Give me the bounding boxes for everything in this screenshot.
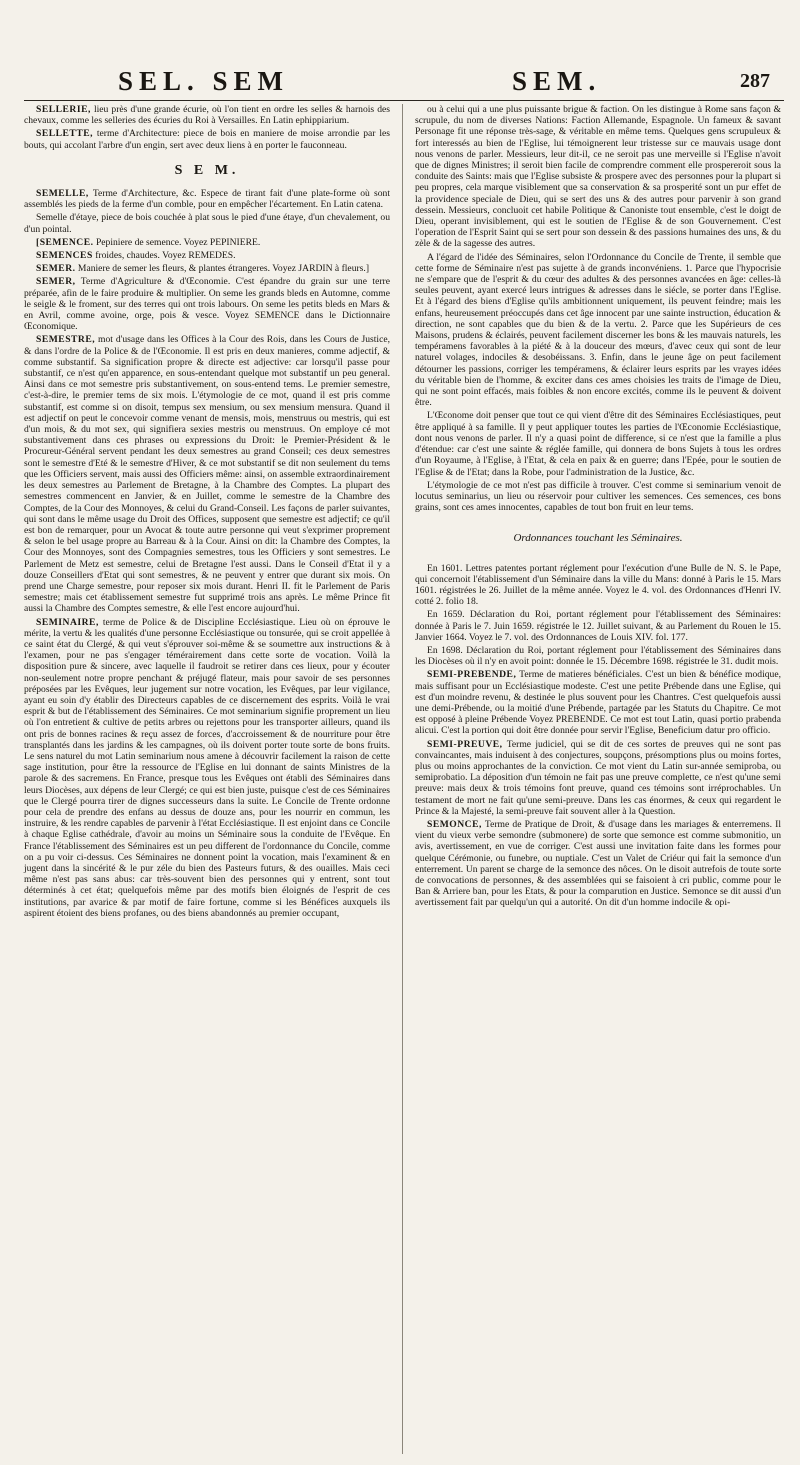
- dictionary-entry: [24, 104, 390, 126]
- dictionary-entry: [415, 609, 781, 643]
- section-title: S E M.: [174, 162, 240, 178]
- entry-text: Semelle d'étaye, piece de bois couchée à plat sous le pied d'une étaye, d'un chevalement, ou d'un pointal.: [24, 212, 390, 235]
- dictionary-entry: [24, 276, 390, 332]
- dictionary-entry: [24, 212, 390, 234]
- entry-text: froides, chaudes. Voyez REMEDES.: [95, 250, 236, 262]
- dictionary-entry: [415, 645, 781, 667]
- section-subtitle: Ordonnances touchant les Séminaires.: [513, 532, 683, 545]
- dictionary-entry: [415, 819, 781, 909]
- dictionary-entry: [24, 617, 390, 919]
- left-column: [24, 104, 390, 921]
- page-number: 287: [740, 70, 770, 92]
- entry-headword: SEMER,: [36, 276, 76, 288]
- header-rule: [24, 100, 784, 101]
- running-head-left: SEL. SEM: [118, 66, 290, 96]
- dictionary-entry: [24, 237, 390, 248]
- entry-text: En 1698. Déclaration du Roi, portant réglement pour l'établissement des Séminaires dans les Diocèses où il n'y en avoit point: donnée le 15. Décembre 1698. régistrée le 31. dudit mois.: [415, 644, 781, 668]
- entry-text: ou à celui qui a une plus puissante brigue & faction. On les distingue à Rome sans façon & scrupule, du nom de diverses Nations: Faction Allemande, Espagnole. Un fameux & savant Personage fit une réponse très-sage, & véritable en même tems. Quelques gens scrupuleux & fort interessés au bien de l'Eglise, lui témoignerent leur tristesse sur ce mauvais usage dont nous venons de parler. Messieurs, leur dit-il, ce ne seroit pas une merveille si l'Eglise n'avoit que de dignes Ministres; il seroit bien facile de comprendre comment elle prospereroit sous la conduite des Saints: mais que l'Eglise subsiste & prospere avec des personnes pour la plupart si peu propres, cela marque visiblement que sa conservation & sa prosperité sont un pur effet de la providence speciale de Dieu, qui se sert des uns & des autres pour parvenir à son grand dessein. Messieurs, concluoit cet habile Politique & Canoniste tout ensemble, c'est le doigt de Dieu, operant invisiblement, qui est le soutien de l'Eglise & de son Gouvernement. C'est l'operation de l'Esprit Saint qui se sert pour son dessein & des passions humaines des uns, & du zèle & de la sagesse des autres.: [415, 104, 781, 250]
- entry-text: Maniere de semer les fleurs, & plantes étrangeres. Voyez JARDIN à fleurs.]: [77, 263, 370, 275]
- dictionary-entry: [24, 334, 390, 614]
- dictionary-entry: [415, 563, 781, 608]
- entry-text: Terme judiciel, qui se dit de ces sortes de preuves qui ne sont pas convaincantes, mais induisent à des conjectures, soupçons, présomptions plus ou moins fortes, plus ou moins approchantes de la conviction. Ce mot vient du Latin sur-année semiproba, ou semiprobatio. La déposition d'un témoin ne fait pas une preuve complette, ce n'est qu'une semi preuve: mais deux & trois témoins font preuve, quand ces témoins sont irréprochables. Un testament de mort ne fait qu'une semi-preuve. Dans les cas énormes, & ceux qui regardent le Prince & la Majesté, la semi-preuve fait souvent aller à la Question.: [415, 738, 782, 817]
- entry-text: Terme de Pratique de Droit, & d'usage dans les mariages & enterremens. Il vient du vieux verbe semondre (submonere) de sorte que semonce est comme submonitio, un avis, avertissement, en vue de corriger. C'est aussi une invitation faite dans les formes pour quelque Cérémonie, ou funebre, ou nuptiale. C'est un Valet de Criéur qui fait la semonce d'un enterrement. Un parent se charge de la semonce des nôces. On le disoit autrefois de toute sorte de convocations de personnes, & des assemblées qui se faisoient à cri public, comme pour le Ban & Arriere ban, pour les Etats, & pour la comparution en Justice. Semonce se dit aussi d'un avertissement fait par quelqu'un qui a autorité. On dit d'un homme indocile & opi-: [415, 818, 781, 909]
- running-head-center: SEM.: [512, 66, 602, 96]
- entry-headword: SEMESTRE,: [36, 334, 96, 346]
- dictionary-entry: [24, 188, 390, 210]
- entry-headword: SEMINAIRE,: [36, 616, 99, 628]
- entry-headword: SEMENCES: [36, 250, 93, 262]
- entry-headword: SEMER.: [36, 263, 76, 275]
- dictionary-entry: [24, 128, 390, 150]
- entry-text: Terme d'Architecture, &c. Espece de tirant fait d'une plate-forme où sont assemblés les pieds de la ferme d'un comble, pour en empêcher l'écartement. En Latin catena.: [24, 188, 390, 211]
- dictionary-entry: [415, 410, 781, 477]
- entry-headword: SEMI-PREBENDE,: [427, 669, 517, 681]
- entry-headword: [SEMENCE.: [36, 236, 94, 248]
- dictionary-entry: [24, 263, 390, 274]
- entry-headword: SELLERIE,: [36, 104, 91, 115]
- entry-text: Pepiniere de semence. Voyez PEPINIERE.: [95, 236, 261, 248]
- dictionary-entry: [415, 480, 781, 514]
- dictionary-entry: [415, 669, 781, 736]
- entry-text: En 1659. Déclaration du Roi, portant réglement pour l'établissement des Séminaires: donnée à Paris le 7. Juin 1659. régistrée le 12. Juillet suivant, & au Parlement du Rouen le 15. Janvier 1664. Voyez le 7. vol. des Ordonnances de Louis XIV. fol. 177.: [415, 609, 781, 643]
- entry-text: mot d'usage dans les Offices à la Cour des Rois, dans les Cours de Justice, & dans l'ordre de la Police & de l'Œconomie. Il est pris en deux manieres, comme adjectif, & comme substantif. Sa signification propre & directe est adjective: car lorsqu'il passe pour substantif, ce n'est qu'en apparence, en sous-entendant quelque mot substantif un peu general. Ainsi dans ce mot semestre pris substantivement, on sous-entend tems. Le premier semestre, c'est-à-dire, le premier tems de six mois. L'étymologie de ce mot, quand il est pris comme substantif, est comme si on disoit, tempus sex mensium, ou sex mensium mensura. Quand il est adjectif on peut le concevoir comme venant de mensis, mois, menstruus ou mestris, qui est d'un mois, & du mot sex, qui signifiera sexies mestris ou menstruus. On employe cé mot substantivement dans ces phrases ou expressions du Droit: le Premier-Président & le Procureur-Général servent pendant les deux semestres au grand Conseil; ces deux semestres sont le semestre d'Eté & le semestre d'Hiver, & ce mot substantif se dit non seulement du tems que les Officiers servent, mais aussi des Officiers même: ainsi, on assemble extraordinairement les deux semestres au Parlement de Bretagne, à la Chambre des Comptes. La plupart des semestres commencent en Janvier, & en Juillet, comme le semestre de la Chambre des Comptes, de la Cour des Monnoyes, & celui du Grand-Conseil. Les façons de parler suivantes, qui sont dans le même usage du Droit des Offices, supposent que semestre est adjectif; ce qu'il est bon de remarquer, pour un Avocat & toute autre personne qui veut s'exprimer proprement & selon le bel usage propre au Barreau & à la Cour. Ainsi on dit: la Chambre des Comptes, la Cour des Monnoyes, sont des Compagnies semestres, tous les Officiers y sont semestres. Le Parlement de Metz est semestre, celui de Bretagne l'est aussi. Dans le Conseil d'Etat il y a douze Conseillers d'Etat qui sont semestres, & ne peuvent y entrer que durant six mois. On prend une Charge semestre, pour reposer six mois durant. Henri II. fit le Parlement de Paris semestre; mais cet établissement semestre fut supprimé trois ans après. Le même Prince fit aussi la Chambre des Comptes semestre, & elle l'est encore aujourd'hui.: [24, 334, 390, 615]
- entry-headword: SEMI-PREUVE,: [427, 738, 503, 750]
- entry-headword: SEMELLE,: [36, 188, 89, 200]
- entry-text: L'Œconome doit penser que tout ce qui vient d'être dit des Séminaires Ecclésiastiques, peut être appliqué à sa famille. Il y peut appliquer toutes les parties de l'Œconomie Ecclésiastique, dont nous venons de parler. Il n'y a quasi point de difference, si ce n'est que la famille a plus d'étendue: car c'est une sainte & réglée famille, qui donnera de bons Sujets à tous les ordres d'un Royaume, à l'Eglise, à l'Etat, & cela en paix & en guerre; dans l'Epée, pour le soutien de l'Eglise & de l'Etat; dans la Robe, pour l'administration de la Justice, &c.: [415, 410, 781, 478]
- entry-text: terme d'Architecture: piece de bois en maniere de moise arrondie par les bouts, qui accolant l'arbre d'un engin, sert avec deux liens à en porter le fauconneau.: [24, 128, 390, 151]
- entry-headword: SEMONCE,: [427, 818, 482, 830]
- dictionary-entry: [415, 739, 781, 817]
- dictionary-entry: [415, 252, 781, 409]
- entry-text: lieu près d'une grande écurie, où l'on tient en ordre les selles & harnois des chevaux, comme les selleries des écuries du Roi à Versailles. En Latin ephippiarium.: [24, 104, 390, 127]
- entry-headword: SELLETTE,: [36, 128, 94, 140]
- column-divider: [402, 104, 403, 1454]
- dictionary-entry: [415, 104, 781, 250]
- entry-text: A l'égard de l'idée des Séminaires, selon l'Ordonnance du Concile de Trente, il semble que cette forme de Séminaire n'est pas sujette à de grands inconvéniens. 1. Parce que l'hypocrisie ne s'empare que de l'esprit & du cœur des adultes & des personnes avancées en âge: celles-là seules peuvent, ayant exercé leurs intrigues & adresses dans le siécle, se porter dans l'Eglise. Et à l'égard des biens d'Eglise qu'ils ambitionnent uniquement, ils peuvent feindre; mais les enfans, heureusement préoccupés dans cet âge innocent par une sainte instruction, éducation & direction, ne sont capables que du bien & de la vertu. 2. Parce que les Supérieurs de ces Maisons, prudens & éclairés, peuvent facilement discerner les bons & les mauvais naturels, les tempéramens favorables à la piété & à la douceur des mœurs, d'avec ceux qui sont de leur naturel volages, indociles & desobéissans. 3. Enfin, dans le jeune âge on peut facilement détourner les passions, corriger les tempéramens, & éclairer leurs esprits par les vrayes idées du véritable bien de l'homme, & exciter dans ces ames choisies les traits de l'image de Dieu, qui ne sont point effacés, mais foibles & non encore excités, comme ils le peuvent & doivent être.: [415, 251, 781, 409]
- dictionary-entry: [24, 250, 390, 261]
- entry-text: L'étymologie de ce mot n'est pas difficile à trouver. C'est comme si seminarium venoit de locutus seminarius, un lieu ou réservoir pour cultiver les semences. Ces semences, ces bons grains, sont ces ames innocentes, capables de tout bon fruit en leur tems.: [415, 479, 781, 514]
- right-column: [415, 104, 781, 911]
- entry-text: En 1601. Lettres patentes portant réglement pour l'exécution d'une Bulle de N. S. le Pape, qui concernoit l'établissement d'un Séminaire dans la ville du Mans: donné à Paris le 15. Mars 1601. régistrées le 26. Juillet de la même année. Voyez le 4. vol. des Ordonnances d'Henri IV. cotté 2. folio 18.: [415, 562, 781, 608]
- entry-text: Terme de matieres bénéficiales. C'est un bien & bénéfice modique, mais suffisant pour un Ecclésiastique modeste. C'est une petite Prébende dans une Eglise, qui est d'un moindre revenu, & destinée le plus souvent pour les Chantres. C'est quelquefois aussi une demi-Prébende, ou la moitié d'une Prébende, partagée par les Statuts du Chapitre. Ce mot est opposé à pleine Prébende Voyez PREBENDE. Ce mot est tout Latin, quasi portio prabenda alicui. C'est la portion qui doit être donnée pour servir l'Eglise, Beneficium datur pro officio.: [415, 669, 781, 737]
- entry-text: terme de Police & de Discipline Ecclésiastique. Lieu où on éprouve le mérite, la vertu & les qualités d'une personne Ecclésiastique ou tonsurée, qui se croit appellée à ce saint état du Clergé, & qui veut s'éprouver soi-même & se soumettre aux instructions & à l'examen, pour ne pas s'engager témérairement dans cette sorte de vocation. Voilà la disposition pure & sincere, avec laquelle il faudroit se retirer dans ces lieux, pour y écouter non-seulement notre propre penchant & préjugé flateur, mais pour savoir de ses personnes préposées par les Evêques, leur jugement sur notre vocation, les Evêques, par leur vigilance, ayant eu soin d'y établir des Directeurs capables de ce discernement des esprits. Voilà le vrai esprit & but de l'établissement des Séminaires. Ce mot seminarium signifie proprement un lieu où l'on entretient & cultive de petits arbres ou rejettons pour les transporter ailleurs, quand ils ont pris de bonnes racines & reçu assez de forces, d'accroissement & de nourriture pour être transplantés dans les jardins & les campagnes, où ils doivent porter toute sorte de bons fruits. Le sens naturel du mot Latin seminarium nous amene à découvrir facilement la raison de cette sage institution, pour être la ressource de l'Eglise en lui donnant de saints Ministres de la parole & des sacremens. En France, presque tous les Evêques ont établi des Séminaires dans leurs Diocèses, aux dépens de leur Clergé; ce qui est bien juste, puisque c'est de ces Séminaires que le Clergé pourra tirer de dignes successeurs dans la suite. Le Concile de Trente ordonne pour cela de prendre des enfans au dessus de douze ans, pour les nourrir en commun, les instruire, & les rendre capables de parvenir à l'état Ecclésiastique. Il est enjoint dans ce Concile à chaque Eglise cathédrale, d'avoir au moins un Séminaire sous la conduite de l'Evêque. En France l'établissement des Séminaires est un peu different de l'ordonnance du Concile, comme on a pu voir ci-dessus. Ces Séminaires ne donnent point la vocation, mais l'examinent & en jugent dans la sincérité & le pur zéle du bien des Pasteurs futurs, & des ouailles. Mais ceci même n'est pas sans abus: car très-souvent bien des personnes qui y entrent, sont tout déterminés à cet état; quelquefois même par des motifs bien éloignés de l'esprit de ces institutions, par avarice & par motif de faire fortune, comme si les Bénéfices auxquels ils aspirent étoient des biens profanes, ou des biens abandonnés au premier occupant,: [24, 616, 390, 919]
- entry-text: Terme d'Agriculture & d'Œconomie. C'est épandre du grain sur une terre préparée, afin de le faire produire & multiplier. On seme les grands bleds en Automne, comme le seigle & le froment, sur des terres qui ont trois labours. On seme les petits bleds en Mars & en Avril, comme avoine, orge, pois & vesce. Voyez SEMENCE dans le Dictionnaire Œconomique.: [24, 276, 390, 333]
